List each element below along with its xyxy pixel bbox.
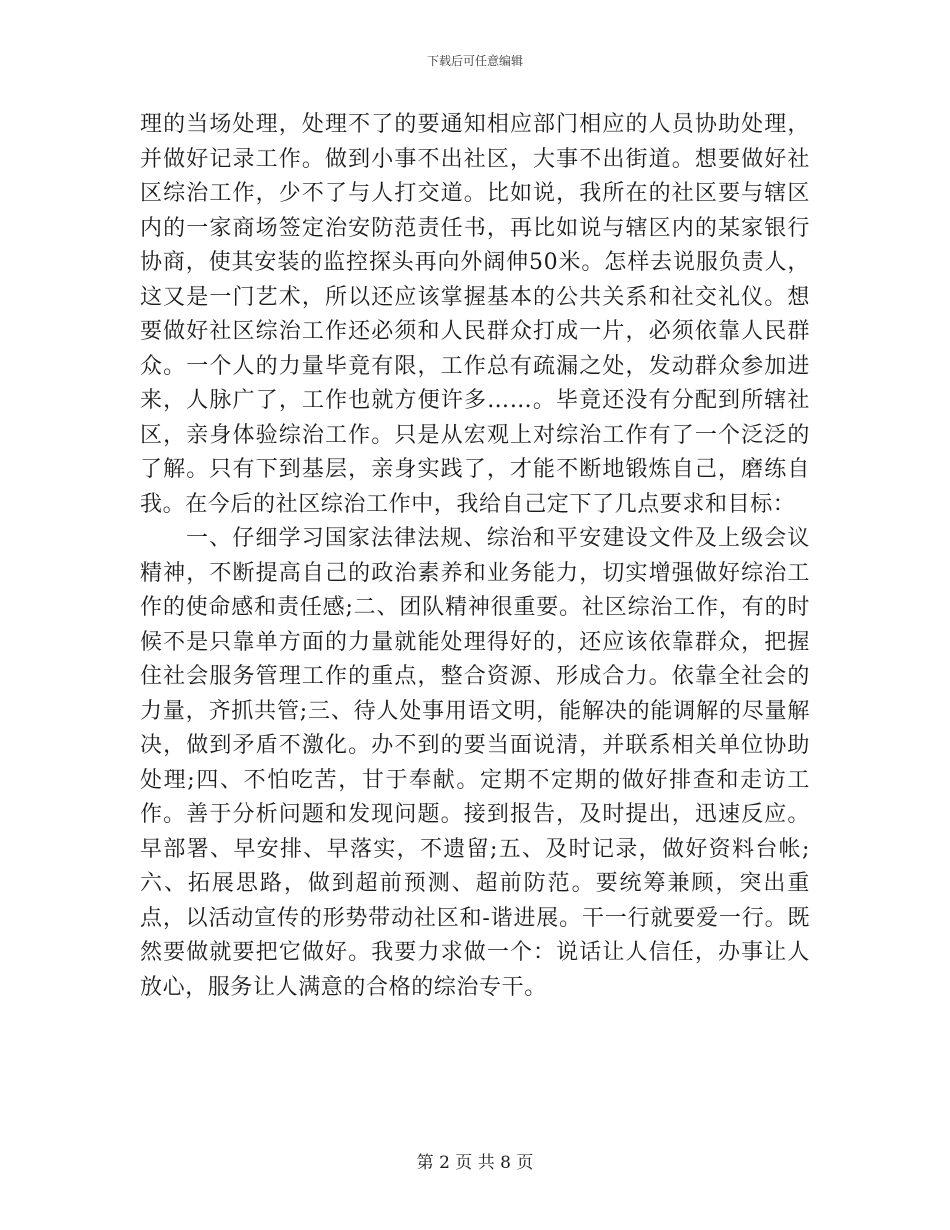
page-number: 第 2 页 共 8 页: [416, 1153, 534, 1173]
paragraph-goals: 一、仔细学习国家法律法规、综治和平安建设文件及上级会议精神，不断提高自己的政治素养和业务能力，切实增强做好综治工作的使命感和责任感;二、团队精神很重要。社区综治工作，有的时候不是只靠单方面的力量就能处理得好的，还应该依靠群众，把握住社会服务管理工作的重点，整合资源、形成合力。依靠全社会的力量，齐抓共管;三、待人处事用语文明，能解决的能调解的尽量解决，做到矛盾不激化。办不到的要当面说清，并联系相关单位协助处理;四、不怕吃苦，甘于奉献。定期不定期的做好排查和走访工作。善于分析问题和发现问题。接到报告，及时提出，迅速反应。早部署、早安排、早落实，不遗留;五、及时记录，做好资料台帐;六、拓展思路，做到超前预测、超前防范。要统筹兼顾，突出重点，以活动宣传的形势带动社区和-谐进展。干一行就要爱一行。既然要做就要把它做好。我要力求做一个：说话让人信任，办事让人放心，服务让人满意的合格的综治专干。: [140, 526, 810, 1000]
page-header: 下载后可任意编辑: [426, 54, 523, 68]
document-body: [140, 108, 810, 1005]
paragraph-continued: 理的当场处理，处理不了的要通知相应部门相应的人员协助处理，并做好记录工作。做到小事不出社区，大事不出街道。想要做好社区综治工作，少不了与人打交道。比如说，我所在的社区要与辖区内的一家商场签定治安防范责任书，再比如说与辖区内的某家银行协商，使其安装的监控探头再向外阔伸50米。怎样去说服负责人，这又是一门艺术，所以还应该掌握基本的公共关系和社交礼仪。想要做好社区综治工作还必须和人民群众打成一片，必须依靠人民群众。一个人的力量毕竟有限，工作总有疏漏之处，发动群众参加进来，人脉广了，工作也就方便许多……。毕竟还没有分配到所辖社区，亲身体验综治工作。只是从宏观上对综治工作有了一个泛泛的了解。只有下到基层，亲身实践了，才能不断地锻炼自己，磨练自我。在今后的社区综治工作中，我给自己定下了几点要求和目标：: [140, 112, 810, 517]
